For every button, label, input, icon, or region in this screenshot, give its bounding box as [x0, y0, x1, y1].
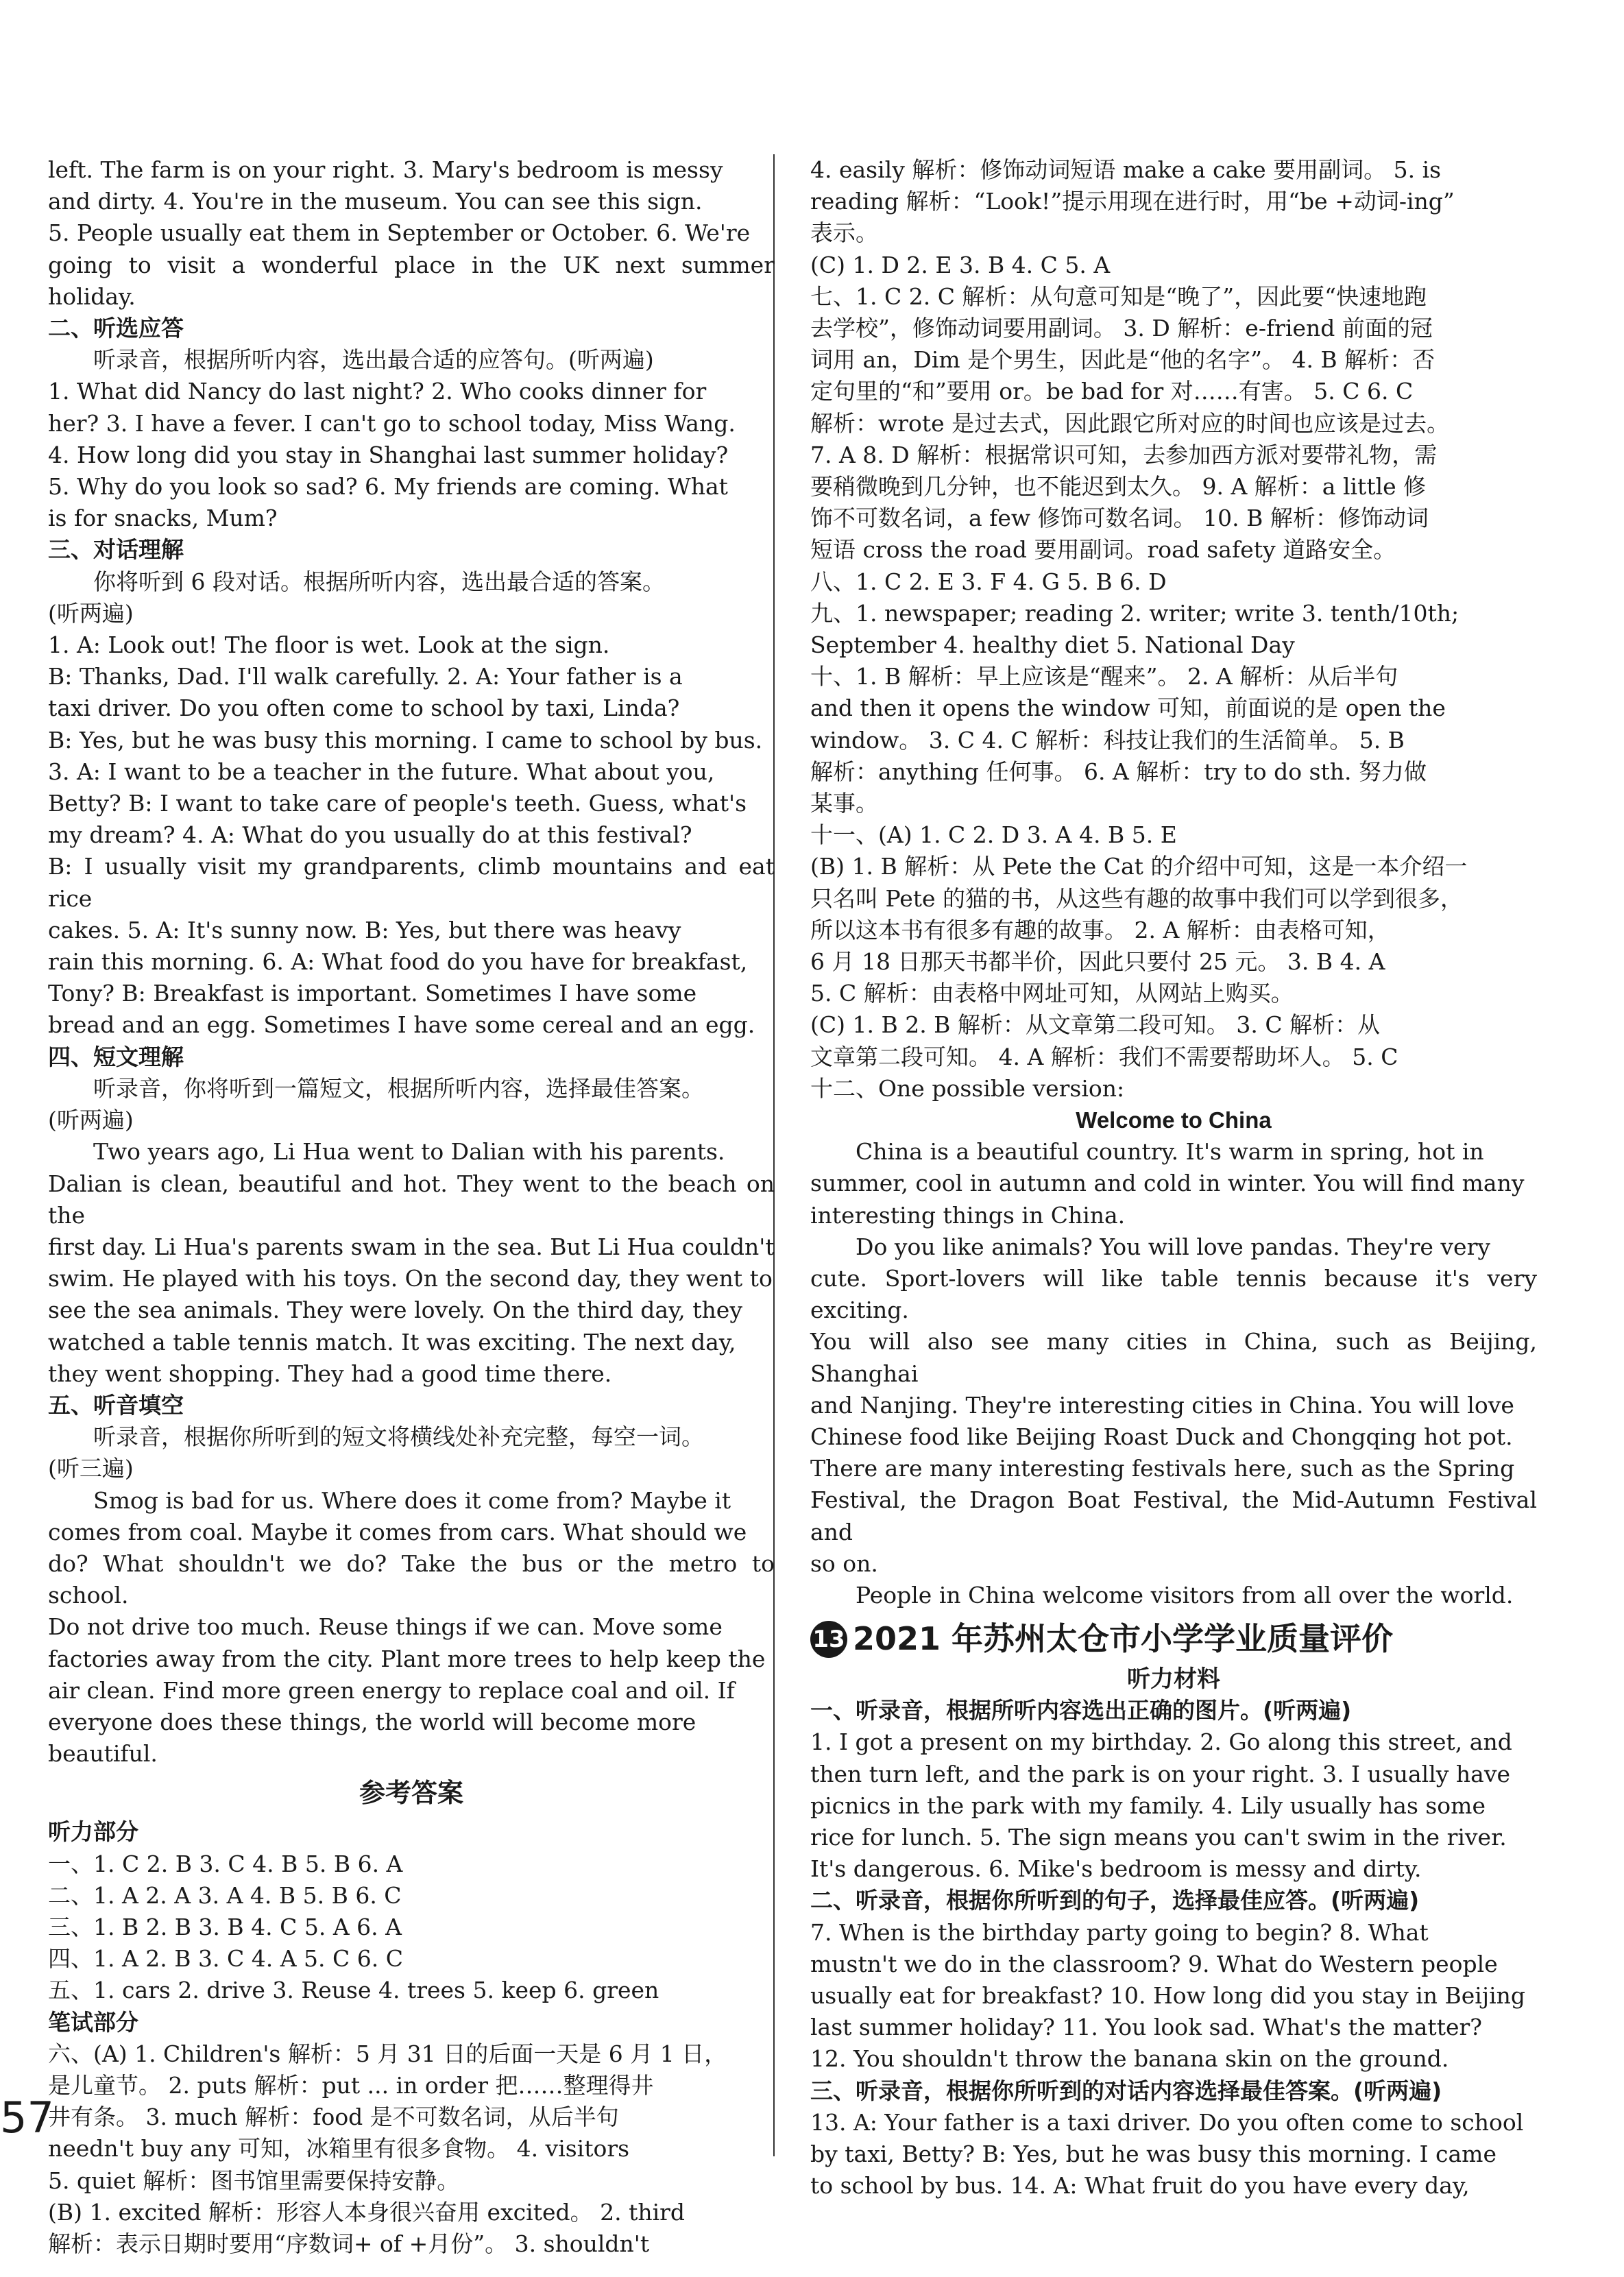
text-line: 十一、(A) 1. C 2. D 3. A 4. B 5. E	[810, 821, 1177, 849]
text-line: 定句里的“和”要用 or。be bad for 对……有害。 5. C 6. C	[810, 378, 1414, 405]
text-line: they went shopping. They had a good time there.	[48, 1360, 612, 1387]
text-line: watched a table tennis match. It was exciting. The next day,	[48, 1328, 736, 1356]
text-line: 6 月 18 日那天书都半价，因此只要付 25 元。 3. B 4. A	[810, 948, 1385, 976]
text-line: (C) 1. D 2. E 3. B 4. C 5. A	[810, 251, 1111, 278]
section-heading-line: 听力部分	[48, 1818, 138, 1846]
text-line: 短语 cross the road 要用副词。road safety 道路安全。	[810, 536, 1396, 564]
text-line: 5. Why do you look so sad? 6. My friends are coming. What	[48, 473, 728, 501]
text-line: beautiful.	[48, 1740, 158, 1768]
text-line: 4. easily 解析：修饰动词短语 make a cake 要用副词。 5. is	[810, 156, 1442, 183]
text-line: rain this morning. 6. A: What food do you have for breakfast,	[48, 948, 748, 976]
text-line: (B) 1. B 解析：从 Pete the Cat 的介绍中可知，这是一本介绍一	[810, 853, 1468, 880]
section-heading-line: 四、短文理解	[48, 1043, 184, 1070]
text-line: cute. Sport-lovers will like table tennis because it's very exciting.	[810, 1264, 1537, 1324]
text-line: 七、1. C 2. C 解析：从句意可知是“晚了”，因此要“快速地跑	[810, 282, 1427, 310]
text-line: Do not drive too much. Reuse things if we can. Move some	[48, 1613, 723, 1641]
text-line: Tony? B: Breakfast is important. Sometimes I have some	[48, 980, 697, 1007]
text-line: 表示。	[810, 219, 878, 247]
text-line: 5. People usually eat them in September or October. 6. We're	[48, 219, 751, 247]
answer-key-continued	[810, 154, 1537, 1105]
text-line: Chinese food like Beijing Roast Duck and Chongqing hot pot.	[810, 1423, 1513, 1450]
text-line: 二、1. A 2. A 3. A 4. B 5. B 6. C	[48, 1881, 402, 1909]
answer-key-title: 参考答案	[359, 1778, 463, 1809]
text-line: summer, cool in autumn and cold in winter. You will find many	[810, 1170, 1525, 1197]
text-line: There are many interesting festivals here, such as the Spring	[810, 1455, 1515, 1482]
text-line: 7. A 8. D 解析：根据常识可知，去参加西方派对要带礼物，需	[810, 441, 1438, 468]
text-line: 四、1. A 2. B 3. C 4. A 5. C 6. C	[48, 1945, 403, 1973]
text-line: reading 解析：“Look!”提示用现在进行时，用“be +动词-ing”	[810, 188, 1455, 215]
text-line: cakes. 5. A: It's sunny now. B: Yes, but there was heavy	[48, 916, 681, 943]
text-line: Do you like animals? You will love pandas. They're very	[856, 1233, 1490, 1260]
text-line: see the sea animals. They were lovely. On the third day, they	[48, 1297, 742, 1324]
text-line: (B) 1. excited 解析：形容人本身很兴奋用 excited。 2. third	[48, 2198, 686, 2226]
model-essay	[810, 1136, 1537, 1611]
section-heading-line: 笔试部分	[48, 2008, 138, 2036]
text-line: my dream? 4. A: What do you usually do at this festival?	[48, 821, 692, 849]
left-column	[48, 154, 775, 2260]
text-line: factories away from the city. Plant more trees to help keep the	[48, 1645, 766, 1672]
text-line: bread and an egg. Sometimes I have some cereal and an egg.	[48, 1011, 755, 1039]
text-line: everyone does these things, the world will become more	[48, 1708, 696, 1735]
text-line: 你将听到 6 段对话。根据所听内容，选出最合适的答案。	[93, 568, 665, 595]
listening-script	[810, 1695, 1537, 2202]
text-line: 文章第二段可知。 4. A 解析：我们不需要帮助坏人。 5. C	[810, 1043, 1398, 1070]
text-line: B: Thanks, Dad. I'll walk carefully. 2. A: Your father is a	[48, 663, 683, 690]
text-line: is for snacks, Mum?	[48, 505, 278, 532]
section-number-badge: 13	[810, 1621, 847, 1658]
text-line: to school by bus. 14. A: What fruit do you have every day,	[810, 2172, 1470, 2200]
text-line: taxi driver. Do you often come to school by taxi, Linda?	[48, 695, 680, 722]
right-column	[810, 154, 1537, 2202]
section-heading-line: 一、听录音，根据所听内容选出正确的图片。(听两遍)	[810, 1697, 1352, 1724]
text-line: 解析：wrote 是过去式，因此跟它所对应的时间也应该是过去。	[810, 409, 1450, 437]
page-number: 57	[0, 2093, 54, 2143]
text-line: swim. He played with his toys. On the second day, they went to	[48, 1265, 773, 1292]
text-line: needn't buy any 可知，冰箱里有很多食物。 4. visitors	[48, 2135, 630, 2162]
text-line: Dalian is clean, beautiful and hot. They went to the beach on the	[48, 1170, 775, 1229]
text-line: usually eat for breakfast? 10. How long did you stay in Beijing	[810, 1981, 1526, 2009]
text-line: 六、(A) 1. Children's 解析：5 月 31 日的后面一天是 6 月 1 日，	[48, 2040, 727, 2067]
section-subtitle: 听力材料	[1127, 1665, 1220, 1694]
text-line: People in China welcome visitors from all over the world.	[856, 1581, 1514, 1609]
section-heading-line: 三、听录音，根据你所听到的对话内容选择最佳答案。(听两遍)	[810, 2077, 1442, 2104]
text-line: her? 3. I have a fever. I can't go to school today, Miss Wang.	[48, 409, 736, 437]
text-line: 是儿童节。 2. puts 解析：put ... in order 把……整理得井	[48, 2071, 654, 2099]
section-heading-line: 二、听选应答	[48, 315, 184, 342]
text-line: 词用 an，Dim 是个男生，因此是“他的名字”。 4. B 解析：否	[810, 346, 1435, 374]
text-line: 5. C 解析：由表格中网址可知，从网站上购买。	[810, 980, 1294, 1007]
text-line: Two years ago, Li Hua went to Dalian with his parents.	[93, 1138, 725, 1166]
text-line: and then it opens the window 可知，前面说的是 open the	[810, 695, 1446, 722]
text-line: 某事。	[810, 790, 878, 817]
text-line: 十、1. B 解析：早上应该是“醒来”。 2. A 解析：从后半句	[810, 663, 1398, 690]
text-line: 八、1. C 2. E 3. F 4. G 5. B 6. D	[810, 568, 1167, 595]
text-line: do? What shouldn't we do? Take the bus or the metro to school.	[48, 1550, 775, 1609]
text-line: 九、1. newspaper; reading 2. writer; write 3. tenth/10th;	[810, 599, 1459, 627]
section-title: 2021 年苏州太仓市小学学业质量评价	[853, 1620, 1394, 1658]
text-line: last summer holiday? 11. You look sad. What's the matter?	[810, 2014, 1482, 2041]
text-line: (C) 1. B 2. B 解析：从文章第二段可知。 3. C 解析：从	[810, 1011, 1381, 1039]
text-line: Smog is bad for us. Where does it come from? Maybe it	[93, 1486, 731, 1514]
text-line: 5. quiet 解析：图书馆里需要保持安静。	[48, 2167, 460, 2194]
text-line: 12. You shouldn't throw the banana skin on the ground.	[810, 2045, 1449, 2073]
text-line: 4. How long did you stay in Shanghai last summer holiday?	[48, 441, 729, 468]
text-line: then turn left, and the park is on your right. 3. I usually have	[810, 1760, 1511, 1787]
text-line: (听三遍)	[48, 1455, 134, 1482]
text-line: going to visit a wonderful place in the UK next summer holiday.	[48, 251, 775, 310]
text-line: 3. A: I want to be a teacher in the future. What about you,	[48, 758, 715, 785]
text-line: Festival, the Dragon Boat Festival, the Mid-Autumn Festival and	[810, 1486, 1537, 1545]
section-heading-line: 二、听录音，根据你所听到的句子，选择最佳应答。(听两遍)	[810, 1887, 1420, 1914]
text-line: left. The farm is on your right. 3. Mary's bedroom is messy	[48, 156, 723, 183]
text-line: first day. Li Hua's parents swam in the sea. But Li Hua couldn't	[48, 1233, 775, 1260]
text-line: 只名叫 Pete 的猫的书，从这些有趣的故事中我们可以学到很多，	[810, 884, 1464, 912]
section-heading	[810, 1614, 1537, 1663]
text-line: picnics in the park with my family. 4. Lily usually has some	[810, 1792, 1486, 1819]
text-line: (听两遍)	[48, 1107, 134, 1134]
section-heading-line: 五、听音填空	[48, 1391, 184, 1419]
text-line: rice for lunch. 5. The sign means you can't swim in the river.	[810, 1823, 1507, 1851]
text-line: 听录音，你将听到一篇短文，根据所听内容，选择最佳答案。	[93, 1074, 704, 1102]
text-line: 听录音，根据所听内容，选出最合适的应答句。(听两遍)	[93, 346, 654, 374]
text-line: 13. A: Your father is a taxi driver. Do you often come to school	[810, 2108, 1524, 2136]
text-line: 1. I got a present on my birthday. 2. Go along this street, and	[810, 1728, 1512, 1756]
text-line: mustn't we do in the classroom? 9. What do Western people	[810, 1950, 1498, 1977]
text-line: 五、1. cars 2. drive 3. Reuse 4. trees 5. keep 6. green	[48, 1977, 659, 2004]
text-line: 1. What did Nancy do last night? 2. Who cooks dinner for	[48, 378, 707, 405]
text-line: 要稍微晚到几分钟，也不能迟到太久。 9. A 解析：a little 修	[810, 473, 1427, 501]
text-line: China is a beautiful country. It's warm in spring, hot in	[856, 1138, 1484, 1166]
text-line: B: I usually visit my grandparents, climb mountains and eat rice	[48, 853, 775, 912]
text-line: September 4. healthy diet 5. National Day	[810, 631, 1295, 659]
text-line: 所以这本书有很多有趣的故事。 2. A 解析：由表格可知，	[810, 916, 1390, 943]
text-line: It's dangerous. 6. Mike's bedroom is messy and dirty.	[810, 1855, 1422, 1883]
text-line: interesting things in China.	[810, 1201, 1126, 1229]
text-line: 听录音，根据你所听到的短文将横线处补充完整，每空一词。	[93, 1423, 704, 1451]
text-line: 三、1. B 2. B 3. B 4. C 5. A 6. A	[48, 1913, 402, 1940]
text-line: You will also see many cities in China, such as Beijing, Shanghai	[810, 1328, 1537, 1387]
text-line: 井有条。 3. much 解析：food 是不可数名词，从后半句	[48, 2104, 619, 2131]
text-line: so on.	[810, 1550, 878, 1577]
section-heading-line: 三、对话理解	[48, 536, 184, 564]
essay-title: Welcome to China	[1076, 1107, 1272, 1133]
text-line: (听两遍)	[48, 599, 134, 627]
text-line: and dirty. 4. You're in the museum. You can see this sign.	[48, 188, 703, 215]
text-line: 饰不可数名词，a few 修饰可数名词。 10. B 解析：修饰动词	[810, 505, 1429, 532]
text-line: and Nanjing. They're interesting cities in China. You will love	[810, 1391, 1514, 1419]
text-line: Betty? B: I want to take care of people's teeth. Guess, what's	[48, 790, 747, 817]
text-line: 一、1. C 2. B 3. C 4. B 5. B 6. A	[48, 1850, 403, 1877]
text-line: B: Yes, but he was busy this morning. I came to school by bus.	[48, 726, 763, 754]
text-line: air clean. Find more green energy to replace coal and oil. If	[48, 1676, 735, 1704]
text-line: 1. A: Look out! The floor is wet. Look at the sign.	[48, 631, 610, 659]
text-line: 解析：表示日期时要用“序数词+ of +月份”。 3. shouldn't	[48, 2230, 650, 2257]
text-line: window。 3. C 4. C 解析：科技让我们的生活简单。 5. B	[810, 726, 1405, 754]
text-line: 解析：anything 任何事。 6. A 解析：try to do sth. 努力做	[810, 758, 1427, 785]
text-line: 去学校”，修饰动词要用副词。 3. D 解析：e-friend 前面的冠	[810, 315, 1433, 342]
text-line: 7. When is the birthday party going to begin? 8. What	[810, 1918, 1429, 1946]
text-line: comes from coal. Maybe it comes from cars. What should we	[48, 1518, 747, 1545]
text-line: 十二、One possible version:	[810, 1074, 1125, 1102]
text-line: by taxi, Betty? B: Yes, but he was busy this morning. I came	[810, 2140, 1496, 2167]
